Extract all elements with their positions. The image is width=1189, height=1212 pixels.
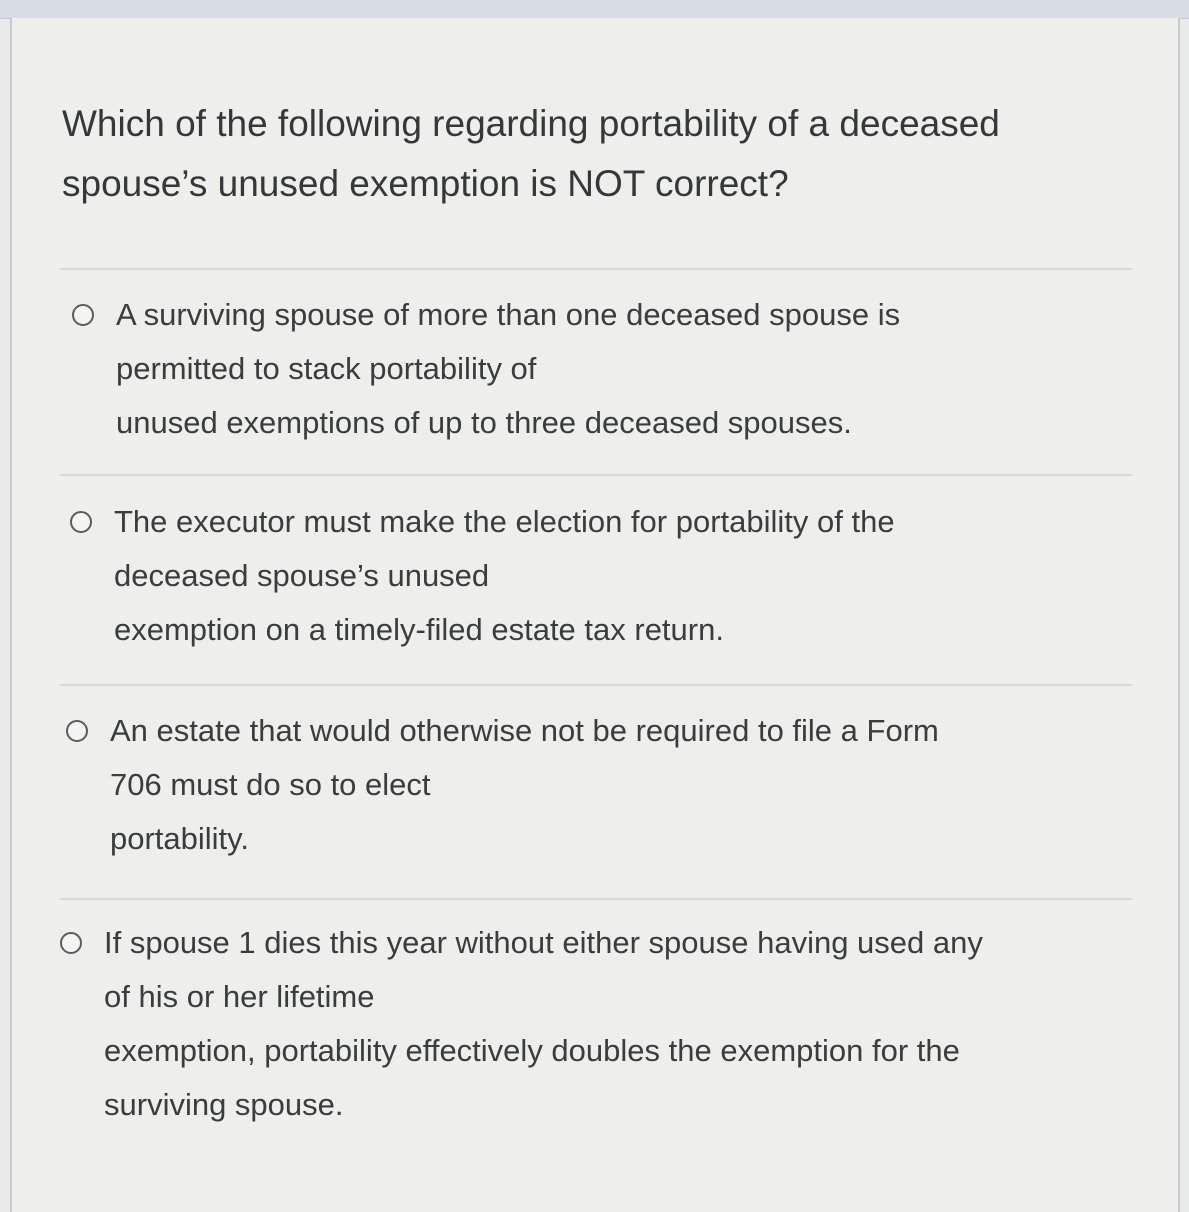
radio-button-icon[interactable] <box>72 304 94 326</box>
divider <box>60 684 1132 686</box>
question-card <box>10 18 1180 1212</box>
question-text <box>62 94 1102 214</box>
answer-line: 706 must do so to elect <box>110 767 431 802</box>
answer-line: exemption, portability effectively doubles the exemption for the <box>104 1033 960 1068</box>
answer-option-3-label <box>110 704 1100 866</box>
answer-line: portability. <box>110 821 249 856</box>
answer-option-1-label <box>116 288 1106 450</box>
divider <box>60 474 1132 476</box>
radio-button-icon[interactable] <box>70 511 92 533</box>
divider <box>60 268 1132 270</box>
answer-line: exemption on a timely-filed estate tax return. <box>114 612 724 647</box>
answer-line: permitted to stack portability of <box>116 351 537 386</box>
answer-line: surviving spouse. <box>104 1087 344 1122</box>
answer-line: The executor must make the election for portability of the <box>114 504 895 539</box>
answer-option-2[interactable] <box>70 495 1104 657</box>
answer-line: deceased spouse’s unused <box>114 558 490 593</box>
answer-option-4[interactable] <box>60 916 1094 1132</box>
answer-line: If spouse 1 dies this year without either spouse having used any <box>104 925 983 960</box>
answer-line: An estate that would otherwise not be required to file a Form <box>110 713 939 748</box>
radio-button-icon[interactable] <box>60 932 82 954</box>
answer-option-4-label <box>104 916 1094 1132</box>
answer-line: A surviving spouse of more than one deceased spouse is <box>116 297 901 332</box>
answer-option-1[interactable] <box>72 288 1106 450</box>
answer-line: unused exemptions of up to three deceased spouses. <box>116 405 852 440</box>
answer-option-3[interactable] <box>66 704 1100 866</box>
answer-option-2-label <box>114 495 1104 657</box>
top-band <box>0 0 1189 19</box>
radio-button-icon[interactable] <box>66 720 88 742</box>
question-line: spouse’s unused exemption is NOT correct? <box>62 163 789 204</box>
answer-line: of his or her lifetime <box>104 979 375 1014</box>
divider <box>60 898 1132 900</box>
question-line: Which of the following regarding portability of a deceased <box>62 103 1000 144</box>
